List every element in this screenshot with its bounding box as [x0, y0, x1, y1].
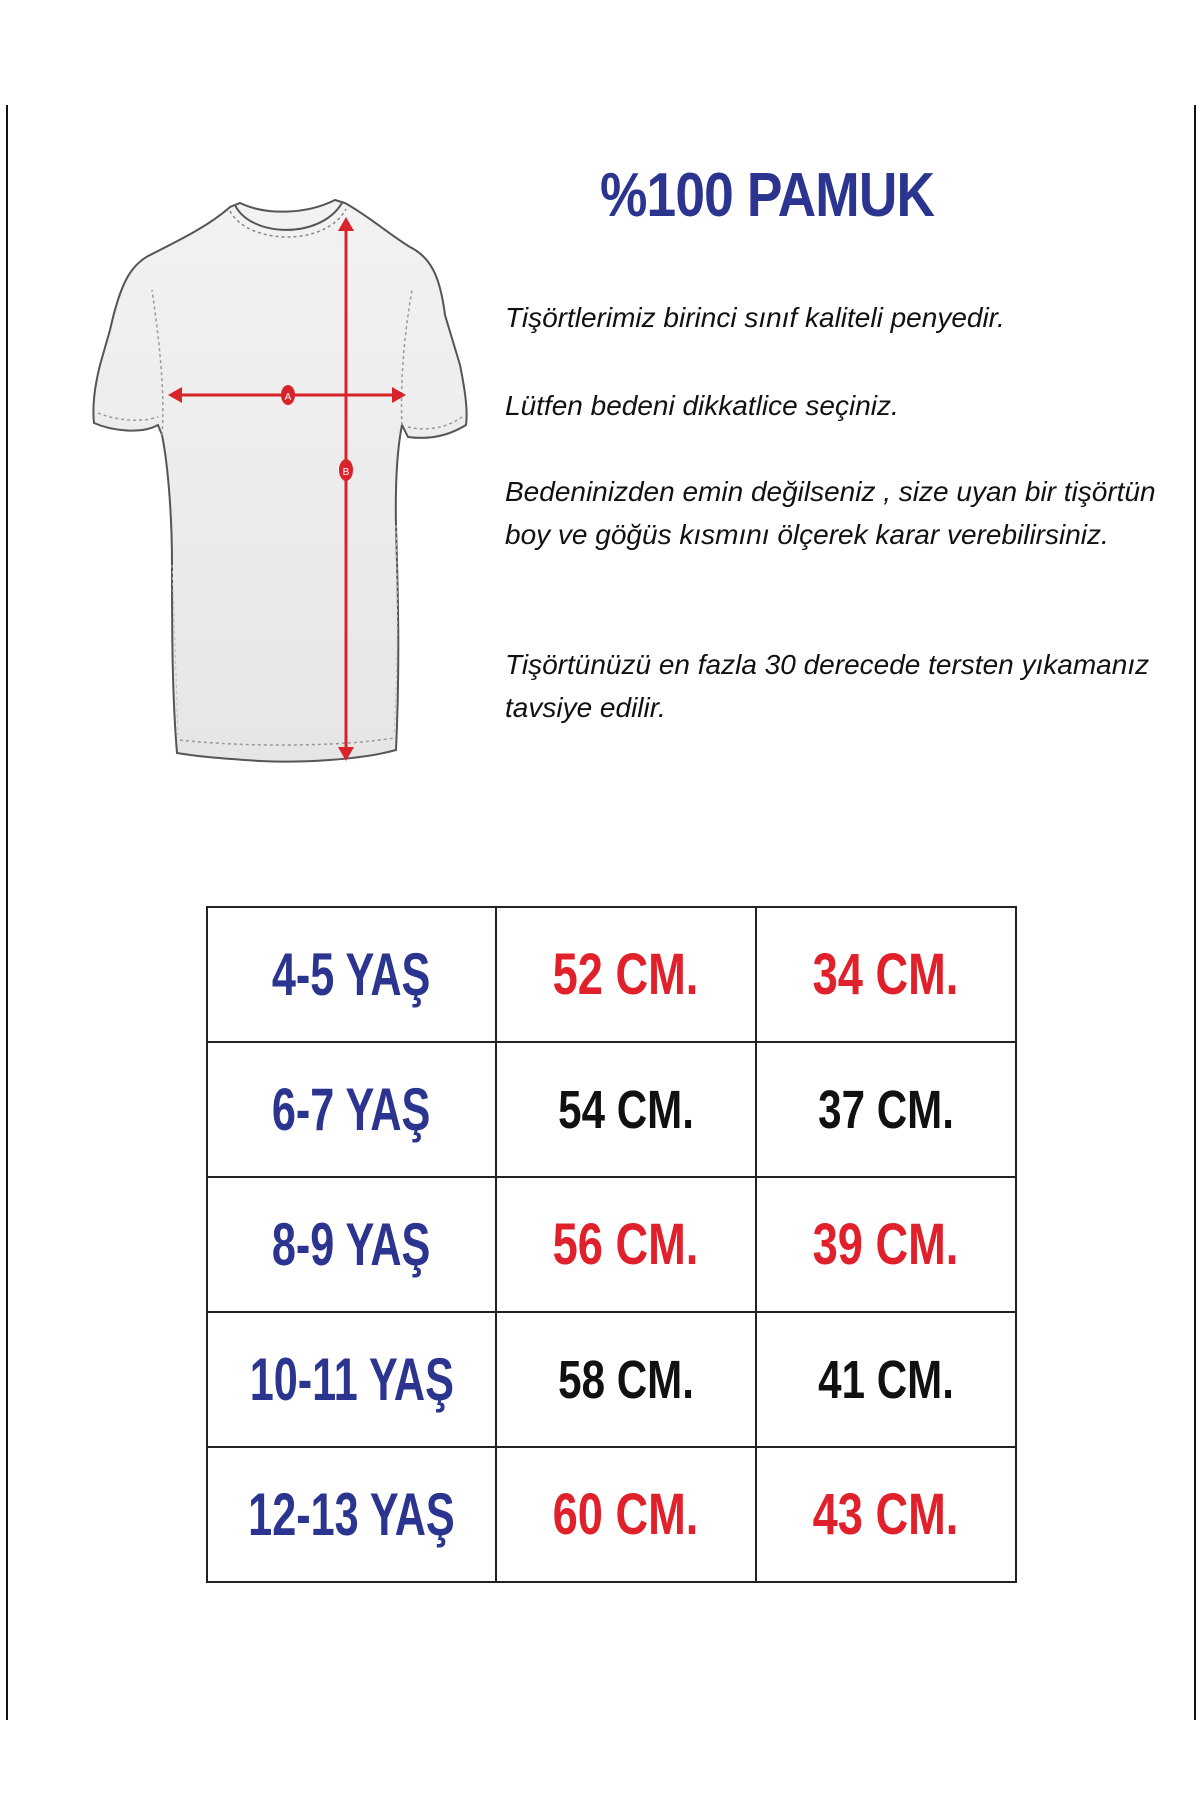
- size-table: [206, 906, 1017, 1583]
- left-border-line: [6, 105, 8, 1720]
- size-row: [207, 1447, 1016, 1582]
- length-cell: 52 CM.: [496, 907, 756, 1042]
- age-cell: 10-11 YAŞ: [207, 1312, 496, 1447]
- age-cell: 12-13 YAŞ: [207, 1447, 496, 1582]
- width-cell: 37 CM.: [756, 1042, 1016, 1177]
- length-cell: 60 CM.: [496, 1447, 756, 1582]
- size-row: [207, 1312, 1016, 1447]
- width-cell: 41 CM.: [756, 1312, 1016, 1447]
- size-row: [207, 907, 1016, 1042]
- age-cell: 4-5 YAŞ: [207, 907, 496, 1042]
- tshirt-diagram: [90, 195, 490, 775]
- info-quality-text: Tişörtlerimiz birinci sınıf kaliteli penyedir.: [505, 302, 1005, 333]
- length-cell: 58 CM.: [496, 1312, 756, 1447]
- info-wash-text: Tişörtünüzü en fazla 30 derecede tersten yıkamanız tavsiye edilir.: [505, 649, 1150, 723]
- length-cell: 56 CM.: [496, 1177, 756, 1312]
- info-size-text: Lütfen bedeni dikkatlice seçiniz.: [505, 390, 899, 421]
- label-a: A: [284, 392, 292, 403]
- age-cell: 8-9 YAŞ: [207, 1177, 496, 1312]
- width-cell: 39 CM.: [756, 1177, 1016, 1312]
- tshirt-outline: [93, 200, 466, 762]
- length-cell: 54 CM.: [496, 1042, 756, 1177]
- right-border-line: [1194, 105, 1196, 1720]
- size-row: [207, 1177, 1016, 1312]
- size-row: [207, 1042, 1016, 1177]
- page-title: %100 PAMUK: [600, 161, 935, 230]
- info-measure-text: Bedeninizden emin değilseniz , size uyan bir tişörtün boy ve göğüs kısmını ölçerek karar verebilirsiniz.: [505, 476, 1156, 550]
- width-cell: 43 CM.: [756, 1447, 1016, 1582]
- label-b: B: [342, 467, 350, 478]
- width-cell: 34 CM.: [756, 907, 1016, 1042]
- age-cell: 6-7 YAŞ: [207, 1042, 496, 1177]
